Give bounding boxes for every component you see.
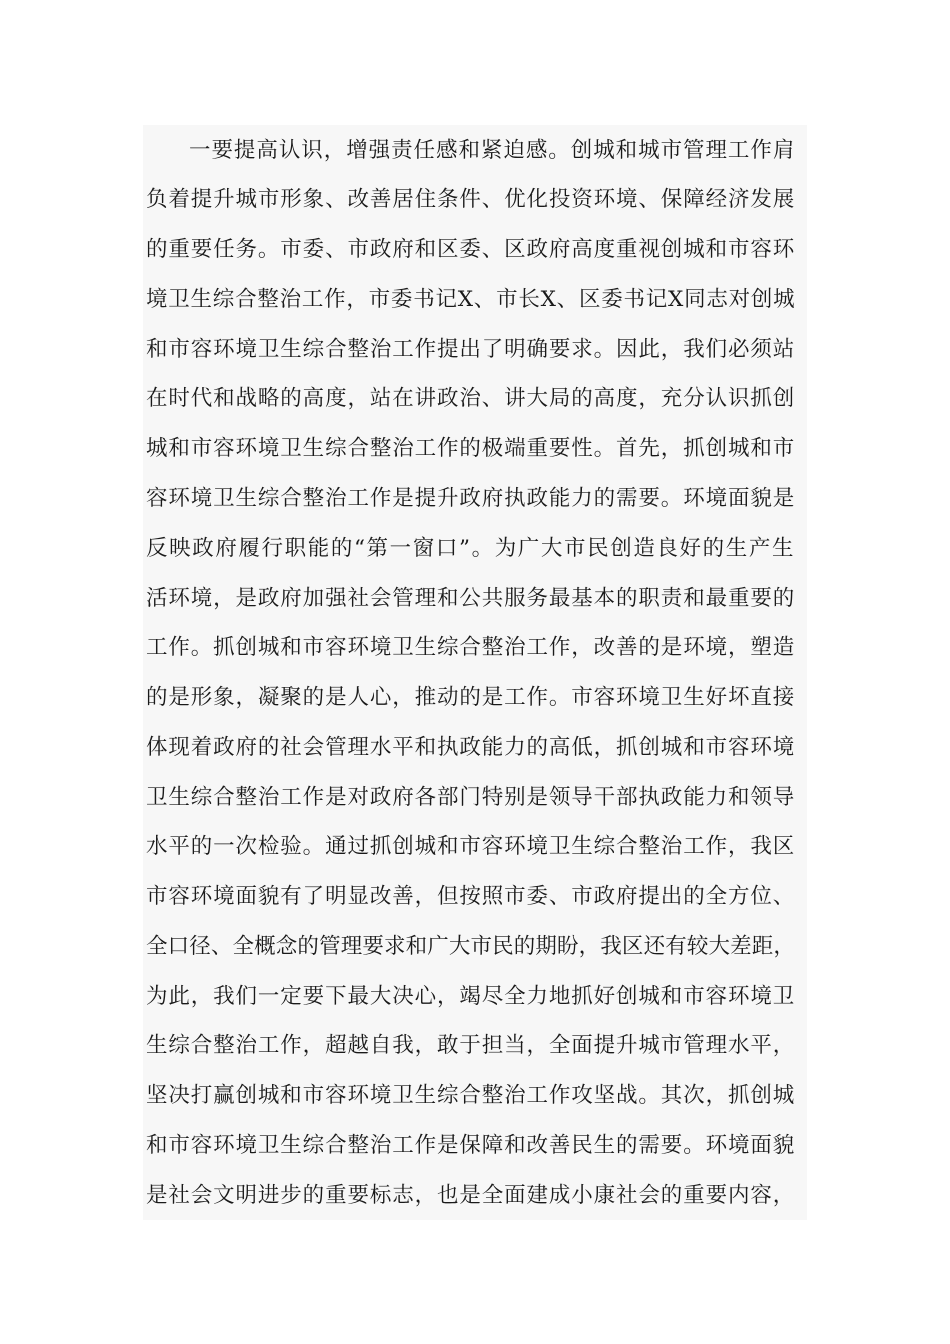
paragraph-line: 和市容环境卫生综合整治工作是保障和改善民生的需要。环境面貌 — [146, 1133, 796, 1158]
paragraph-line: 体现着政府的社会管理水平和执政能力的高低，抓创城和市容环境 — [146, 735, 796, 760]
paragraph-line: 的重要任务。市委、市政府和区委、区政府高度重视创城和市容环 — [146, 237, 796, 262]
paragraph-line: 卫生综合整治工作是对政府各部门特别是领导干部执政能力和领导 — [146, 785, 796, 810]
paragraph-line: 一要提高认识，增强责任感和紧迫感。创城和城市管理工作肩 — [189, 138, 796, 163]
paragraph-line: 是社会文明进步的重要标志，也是全面建成小康社会的重要内容， — [146, 1183, 796, 1208]
paragraph-line: 坚决打赢创城和市容环境卫生综合整治工作攻坚战。其次，抓创城 — [146, 1083, 796, 1108]
paragraph-line: 境卫生综合整治工作，市委书记X、市长X、区委书记X同志对创城 — [146, 287, 796, 312]
paragraph-line: 城和市容环境卫生综合整治工作的极端重要性。首先，抓创城和市 — [146, 436, 796, 461]
paragraph-line: 和市容环境卫生综合整治工作提出了明确要求。因此，我们必须站 — [146, 337, 796, 362]
paragraph-line: 工作。抓创城和市容环境卫生综合整治工作，改善的是环境，塑造 — [146, 635, 796, 660]
paragraph-line: 的是形象，凝聚的是人心，推动的是工作。市容环境卫生好坏直接 — [146, 685, 796, 710]
paragraph-line: 全口径、全概念的管理要求和广大市民的期盼，我区还有较大差距， — [146, 934, 796, 959]
paragraph-line: 在时代和战略的高度，站在讲政治、讲大局的高度，充分认识抓创 — [146, 386, 796, 411]
paragraph-line: 为此，我们一定要下最大决心，竭尽全力地抓好创城和市容环境卫 — [146, 984, 796, 1009]
paragraph-line: 容环境卫生综合整治工作是提升政府执政能力的需要。环境面貌是 — [146, 486, 796, 511]
paragraph-line: 生综合整治工作，超越自我，敢于担当，全面提升城市管理水平， — [146, 1033, 796, 1058]
paragraph-line: 反映政府履行职能的“第一窗口”。为广大市民创造良好的生产生 — [146, 536, 796, 561]
paragraph-line: 负着提升城市形象、改善居住条件、优化投资环境、保障经济发展 — [146, 187, 796, 212]
paragraph-line: 活环境，是政府加强社会管理和公共服务最基本的职责和最重要的 — [146, 586, 796, 611]
paragraph-line: 市容环境面貌有了明显改善，但按照市委、市政府提出的全方位、 — [146, 884, 796, 909]
paragraph-line: 水平的一次检验。通过抓创城和市容环境卫生综合整治工作，我区 — [146, 834, 796, 859]
